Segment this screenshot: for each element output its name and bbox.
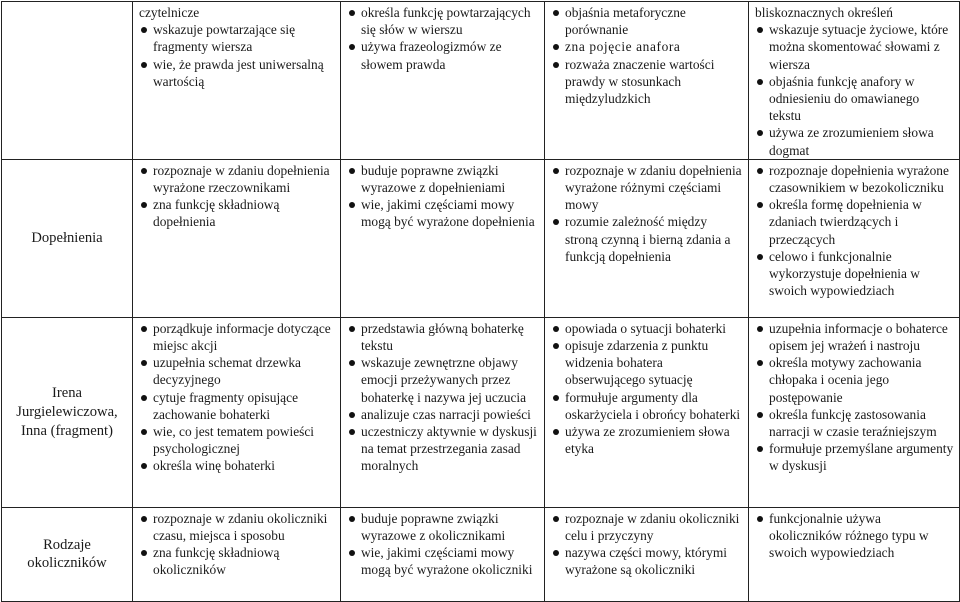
bullet-item: uczestniczy aktywnie w dyskusji na temat przestrzegania zasad moralnych — [347, 423, 539, 475]
topic-cell: Dopełnienia — [2, 159, 133, 317]
criteria-table — [1, 1, 960, 602]
criteria-cell — [133, 2, 341, 160]
bullet-item: formułuje argumenty dla oskarżyciela i obrońcy bohaterki — [551, 389, 743, 423]
bullet-item: wskazuje powtarzające się fragmenty wiersza — [139, 21, 335, 55]
bullet-item: określa formę dopełnienia w zdaniach twierdzących i przeczących — [755, 196, 954, 248]
bullet-item: porządkuje informacje dotyczące miejsc akcji — [139, 320, 335, 354]
bullet-item: określa motywy zachowania chłopaka i ocenia jego postępowanie — [755, 354, 954, 406]
criteria-cell — [133, 317, 341, 507]
continuation-text: bliskoznacznych określeń — [755, 5, 893, 20]
bullet-item: określa winę bohaterki — [139, 457, 335, 474]
criteria-cell — [341, 159, 545, 317]
bullet-item: objaśnia funkcję anafory w odniesieniu do omawianego tekstu — [755, 73, 954, 125]
criteria-cell — [749, 317, 960, 507]
criteria-cell — [545, 317, 749, 507]
table-row — [2, 159, 960, 317]
bullet-item: rozpoznaje dopełnienia wyrażone czasownikiem w bezokoliczniku — [755, 162, 954, 196]
criteria-cell — [133, 507, 341, 601]
bullet-item: wskazuje sytuacje życiowe, które można skomentować słowami z wiersza — [755, 21, 954, 73]
bullet-item: celowo i funkcjonalnie wykorzystuje dopełnienia w swoich wypowiedziach — [755, 248, 954, 300]
criteria-cell — [749, 507, 960, 601]
bullet-item: buduje poprawne związki wyrazowe z okolicznikami — [347, 510, 539, 544]
criteria-cell — [133, 159, 341, 317]
bullet-item: zna funkcję składniową dopełnienia — [139, 196, 335, 230]
bullet-item: analizuje czas narracji powieści — [347, 406, 539, 423]
table-row — [2, 507, 960, 601]
topic-cell: Rodzaje okoliczników — [2, 507, 133, 601]
bullet-item: rozpoznaje w zdaniu okoliczniki celu i przyczyny — [551, 510, 743, 544]
bullet-item: rozumie zależność między stroną czynną i bierną zdania a funkcją dopełnienia — [551, 213, 743, 265]
bullet-item: formułuje przemyślane argumenty w dyskusji — [755, 440, 954, 474]
bullet-item: rozpoznaje w zdaniu okoliczniki czasu, miejsca i sposobu — [139, 510, 335, 544]
bullet-item: cytuje fragmenty opisujące zachowanie bohaterki — [139, 389, 335, 423]
bullet-item: określa funkcję powtarzających się słów w wierszu — [347, 4, 539, 38]
bullet-item: zna pojęcie anafora — [551, 38, 743, 55]
bullet-item: wie, że prawda jest uniwersalną wartością — [139, 56, 335, 90]
criteria-cell — [749, 2, 960, 160]
bullet-item: wie, jakimi częściami mowy mogą być wyrażone okoliczniki — [347, 544, 539, 578]
criteria-cell — [749, 159, 960, 317]
criteria-cell — [545, 2, 749, 160]
bullet-item: uzupełnia informacje o bohaterce opisem jej wrażeń i nastroju — [755, 320, 954, 354]
table-row — [2, 317, 960, 507]
bullet-item: nazywa części mowy, którymi wyrażone są okoliczniki — [551, 544, 743, 578]
criteria-cell — [341, 2, 545, 160]
criteria-cell — [341, 317, 545, 507]
criteria-cell — [545, 159, 749, 317]
bullet-item: opowiada o sytuacji bohaterki — [551, 320, 743, 337]
bullet-item: wie, co jest tematem powieści psychologicznej — [139, 423, 335, 457]
bullet-item: używa ze zrozumieniem słowa etyka — [551, 423, 743, 457]
bullet-item: rozpoznaje w zdaniu dopełnienia wyrażone rzeczownikami — [139, 162, 335, 196]
bullet-item: rozpoznaje w zdaniu dopełnienia wyrażone różnymi częściami mowy — [551, 162, 743, 214]
topic-cell: Irena Jurgielewiczowa, Inna (fragment) — [2, 317, 133, 507]
bullet-item: buduje poprawne związki wyrazowe z dopełnieniami — [347, 162, 539, 196]
bullet-item: objaśnia metaforyczne porównanie — [551, 4, 743, 38]
criteria-cell — [545, 507, 749, 601]
bullet-item: wie, jakimi częściami mowy mogą być wyrażone dopełnienia — [347, 196, 539, 230]
bullet-item: zna funkcję składniową okoliczników — [139, 544, 335, 578]
bullet-item: używa ze zrozumieniem słowa dogmat — [755, 124, 954, 158]
criteria-cell — [341, 507, 545, 601]
table-row — [2, 2, 960, 160]
bullet-item: używa frazeologizmów ze słowem prawda — [347, 38, 539, 72]
bullet-item: uzupełnia schemat drzewka decyzyjnego — [139, 354, 335, 388]
bullet-item: przedstawia główną bohaterkę tekstu — [347, 320, 539, 354]
continuation-text: czytelnicze — [139, 5, 200, 20]
bullet-item: funkcjonalnie używa okoliczników różnego typu w swoich wypowiedziach — [755, 510, 954, 562]
bullet-item: opisuje zdarzenia z punktu widzenia bohatera obserwującego sytuację — [551, 337, 743, 389]
bullet-item: rozważa znaczenie wartości prawdy w stosunkach międzyludzkich — [551, 56, 743, 108]
bullet-item: wskazuje zewnętrzne objawy emocji przeżywanych przez bohaterkę i nazywa jej uczucia — [347, 354, 539, 406]
topic-cell — [2, 2, 133, 160]
bullet-item: określa funkcję zastosowania narracji w czasie teraźniejszym — [755, 406, 954, 440]
